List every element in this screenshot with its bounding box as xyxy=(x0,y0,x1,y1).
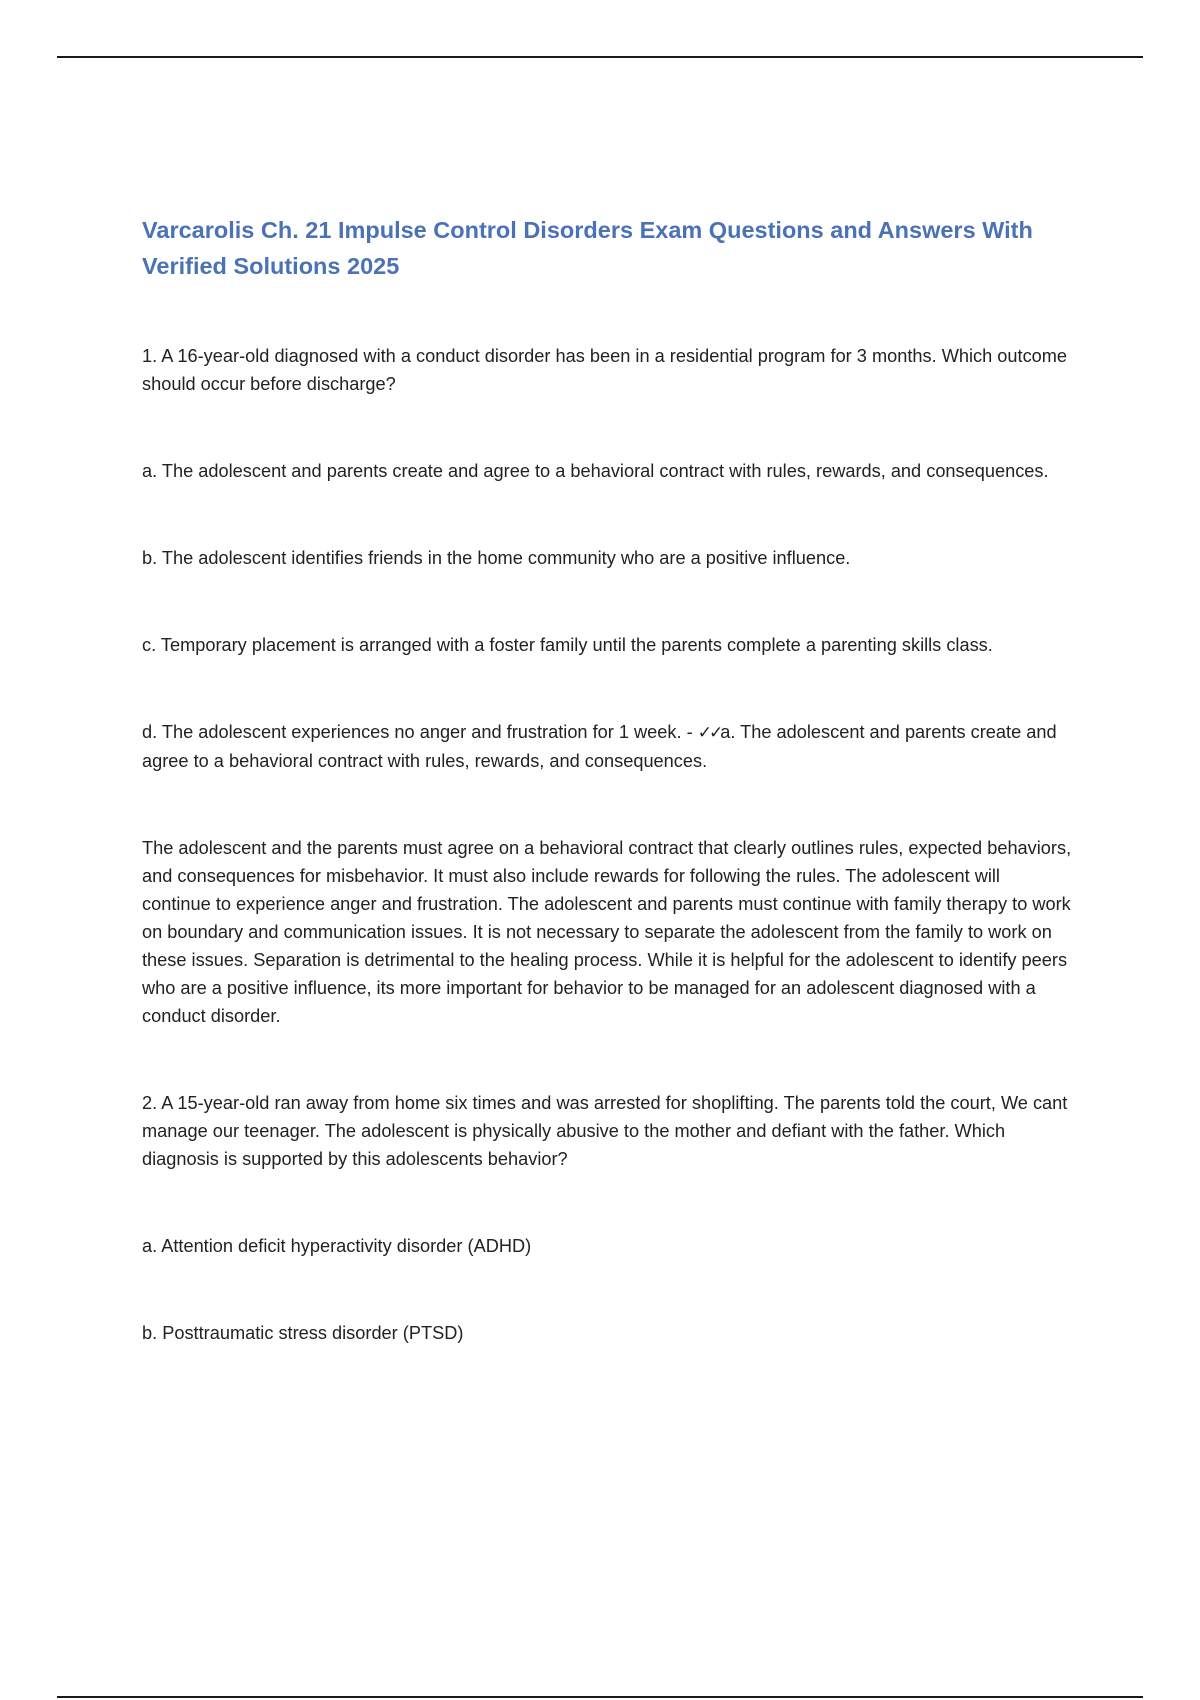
question-1-answer: a. The adolescent and parents create and agree to a behavioral contract with rules, rewards, and consequences. xyxy=(142,722,1057,771)
question-1-option-d: d. The adolescent experiences no anger and frustration for 1 week. - xyxy=(142,722,698,742)
question-1-option-c: c. Temporary placement is arranged with a foster family until the parents complete a parenting skills class. xyxy=(142,635,993,655)
double-check-icon: ✓✓ xyxy=(697,723,721,743)
question-1-option-d-with-answer xyxy=(142,718,1072,775)
question-2-option-b: b. Posttraumatic stress disorder (PTSD) xyxy=(142,1323,464,1343)
question-1-rationale: The adolescent and the parents must agree on a behavioral contract that clearly outlines rules, expected behaviors, and consequences for misbehavior. It must also include rewards for following the rules. The adolescent will continue to experience anger and frustration. The adolescent and parents must continue with family therapy to work on boundary and communication issues. It is not necessary to separate the adolescent from the family to work on these issues. Separation is detrimental to the healing process. While it is helpful for the adolescent to identify peers who are a positive influence, its more important for behavior to be managed for an adolescent diagnosed with a conduct disorder. xyxy=(142,838,1072,1026)
question-2-option-a: a. Attention deficit hyperactivity disorder (ADHD) xyxy=(142,1236,532,1256)
question-1-option-b: b. The adolescent identifies friends in the home community who are a positive influence. xyxy=(142,548,851,568)
header-rule xyxy=(57,56,1143,58)
footer-rule xyxy=(57,1696,1143,1698)
question-1-stem: 1. A 16-year-old diagnosed with a conduct disorder has been in a residential program for 3 months. Which outcome should occur before discharge? xyxy=(142,346,1068,394)
document-title: Varcarolis Ch. 21 Impulse Control Disorders Exam Questions and Answers With Verified Solutions 2025 xyxy=(142,217,1033,279)
question-2-stem: 2. A 15-year-old ran away from home six times and was arrested for shoplifting. The parents told the court, We cant manage our teenager. The adolescent is physically abusive to the mother and defiant with the father. Which diagnosis is supported by this adolescents behavior? xyxy=(142,1093,1068,1169)
document-body xyxy=(142,212,1072,1347)
question-1-option-a: a. The adolescent and parents create and agree to a behavioral contract with rules, rewards, and consequences. xyxy=(142,461,1049,481)
